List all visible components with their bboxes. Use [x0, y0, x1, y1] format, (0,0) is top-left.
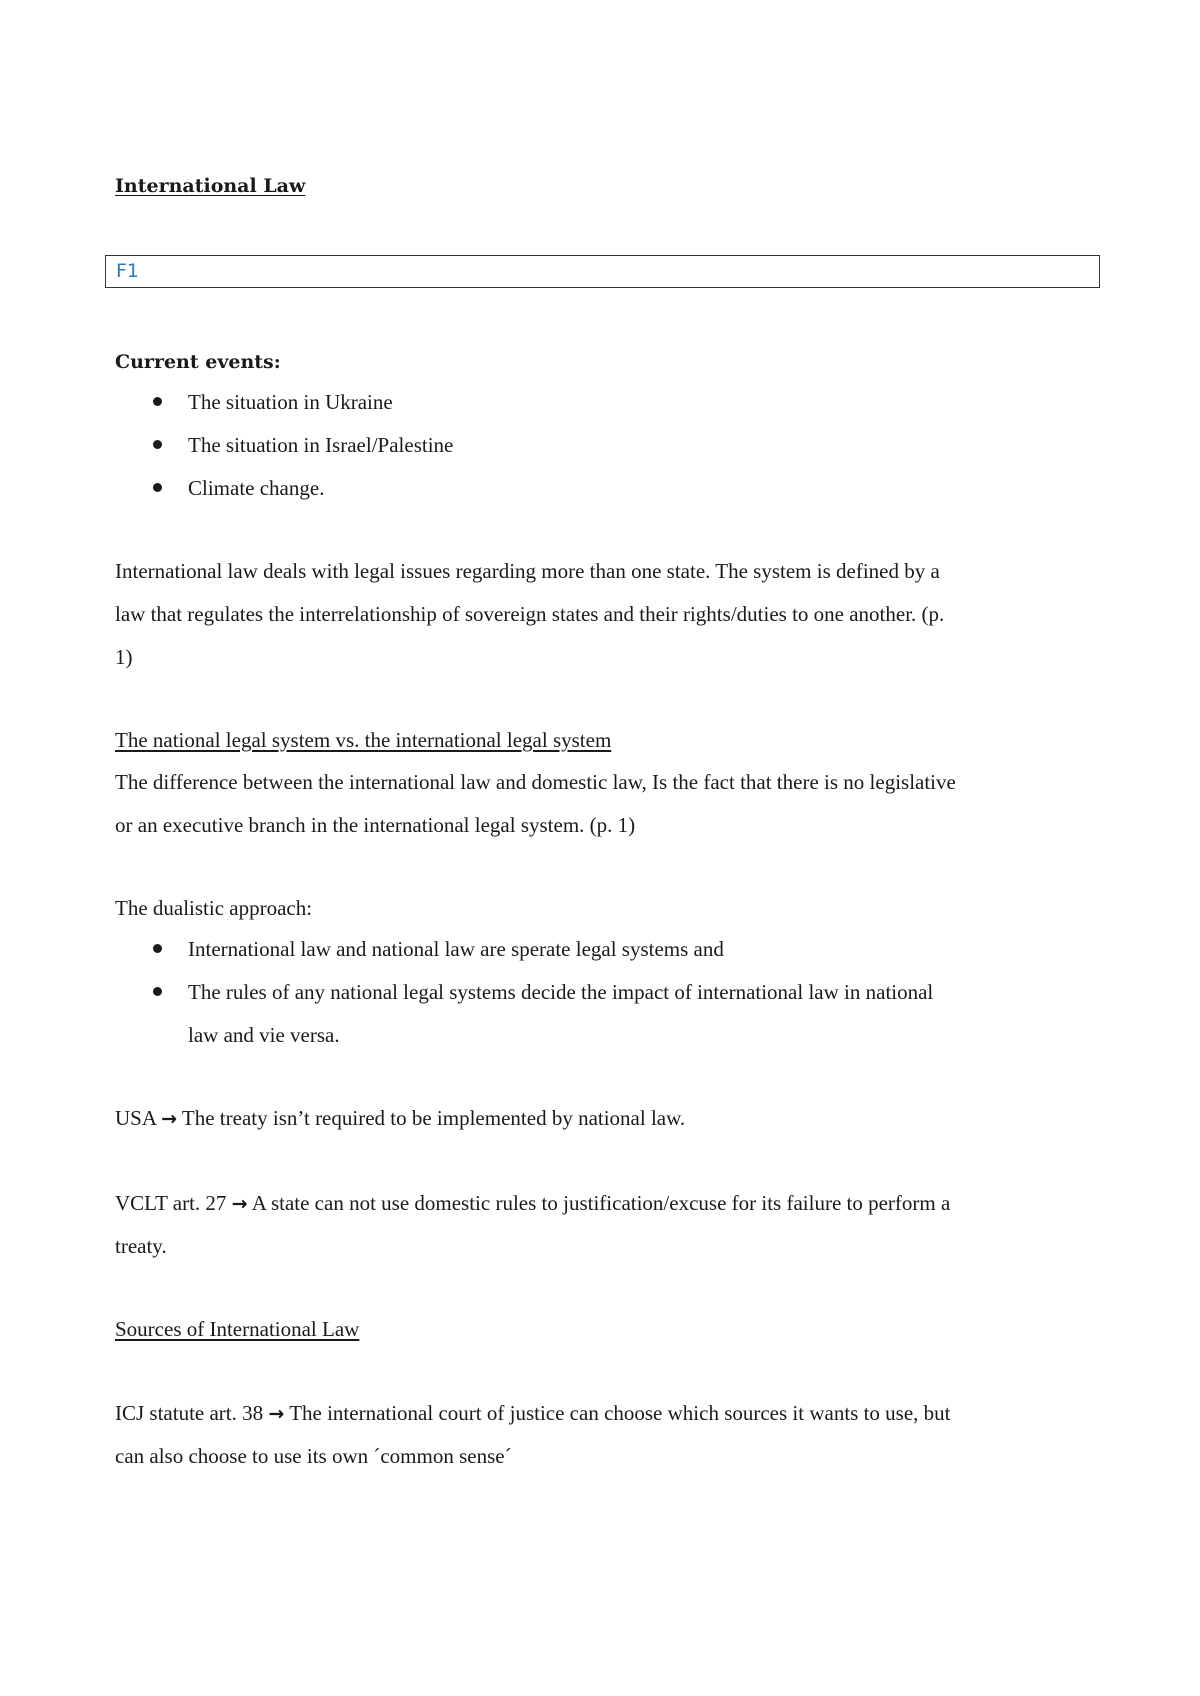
vclt-text: A state can not use domestic rules to justification/excuse for its failure to perform a — [251, 1191, 951, 1215]
f1-box — [105, 255, 1100, 288]
usa-text: The treaty isn’t required to be implemented by national law. — [181, 1106, 686, 1130]
current-events-heading: Current events: — [115, 351, 281, 373]
paragraph-line: law that regulates the interrelationship of sovereign states and their rights/duties to one another. (p. — [115, 602, 945, 626]
icj-text: The international court of justice can choose which sources it wants to use, but — [289, 1401, 951, 1425]
f1-label: F1 — [116, 260, 140, 282]
usa-line — [115, 1105, 685, 1132]
document-title: International Law — [115, 175, 306, 197]
arrow-right-icon: → — [161, 1108, 178, 1130]
icj-label: ICJ statute art. 38 — [115, 1401, 264, 1425]
paragraph-line: International law deals with legal issues regarding more than one state. The system is defined by a — [115, 559, 940, 583]
icj-line — [115, 1400, 951, 1427]
list-item-continuation: law and vie versa. — [188, 1023, 340, 1047]
section-heading-sources: Sources of International Law — [115, 1317, 360, 1341]
arrow-right-icon: → — [231, 1193, 248, 1215]
vclt-label: VCLT art. 27 — [115, 1191, 227, 1215]
list-item: The rules of any national legal systems decide the impact of international law in national — [188, 980, 934, 1004]
bullet-icon — [153, 397, 162, 406]
bullet-icon — [153, 987, 162, 996]
icj-continuation: can also choose to use its own ´common sense´ — [115, 1444, 512, 1468]
list-item: Climate change. — [188, 476, 325, 500]
list-item: International law and national law are sperate legal systems and — [188, 937, 724, 961]
vclt-line — [115, 1190, 950, 1217]
dualistic-heading: The dualistic approach: — [115, 896, 313, 920]
bullet-icon — [153, 483, 162, 492]
paragraph-line: or an executive branch in the international legal system. (p. 1) — [115, 813, 636, 837]
vclt-continuation: treaty. — [115, 1234, 167, 1258]
paragraph-line: The difference between the international law and domestic law, Is the fact that there is no legislative — [115, 770, 956, 794]
paragraph-line: 1) — [115, 645, 133, 669]
arrow-right-icon: → — [268, 1403, 285, 1425]
bullet-icon — [153, 440, 162, 449]
section-heading-national-vs-international: The national legal system vs. the international legal system — [115, 728, 612, 752]
bullet-icon — [153, 944, 162, 953]
list-item: The situation in Israel/Palestine — [188, 433, 454, 457]
list-item: The situation in Ukraine — [188, 390, 393, 414]
usa-label: USA — [115, 1106, 156, 1130]
